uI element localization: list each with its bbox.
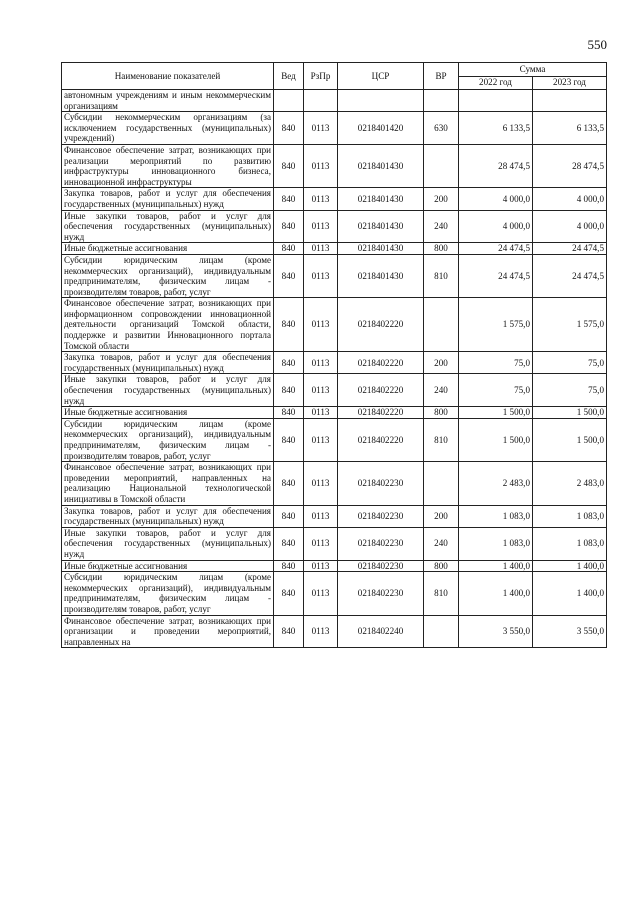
cell-csr: 0218402220 [338,418,424,461]
cell-sum-2023: 75,0 [533,352,607,374]
cell-vr: 240 [424,527,459,560]
cell-rzpr: 0113 [304,572,338,615]
cell-name: Иные закупки товаров, работ и услуг для обеспечения государственных (муниципальных) нужд [62,374,274,407]
table-row [62,374,607,407]
cell-name: автономным учреждениям и иным некоммерческим организациям [62,90,274,112]
table-row [62,560,607,572]
cell-sum-2022: 3 550,0 [459,615,533,648]
cell-rzpr: 0113 [304,254,338,297]
cell-sum-2022: 1 083,0 [459,505,533,527]
cell-rzpr: 0113 [304,374,338,407]
cell-name: Финансовое обеспечение затрат, возникающих при реализации мероприятий по развитию инфраструктуры инновационного бизнеса, инновационной инфраструктуры [62,144,274,187]
cell-vr: 810 [424,254,459,297]
cell-sum-2022: 75,0 [459,352,533,374]
table-row [62,112,607,145]
cell-sum-2023: 1 400,0 [533,572,607,615]
cell-vr: 810 [424,418,459,461]
cell-sum-2022: 28 474,5 [459,144,533,187]
cell-csr: 0218402220 [338,298,424,352]
cell-csr: 0218402220 [338,407,424,419]
cell-sum-2023: 4 000,0 [533,210,607,243]
cell-csr: 0218401420 [338,112,424,145]
cell-ved: 840 [274,615,304,648]
cell-sum-2022: 6 133,5 [459,112,533,145]
table-row [62,418,607,461]
cell-sum-2023: 3 550,0 [533,615,607,648]
cell-rzpr: 0113 [304,407,338,419]
cell-vr: 240 [424,374,459,407]
cell-name: Субсидии некоммерческим организациям (за исключением государственных (муниципальных) учреждений) [62,112,274,145]
cell-csr: 0218402220 [338,374,424,407]
cell-name: Финансовое обеспечение затрат, возникающих при проведении мероприятий, направленных на реализацию Национальной технологической инициативы в Томской области [62,462,274,505]
cell-rzpr: 0113 [304,615,338,648]
header-ved: Вед [274,63,304,90]
cell-sum-2022: 1 400,0 [459,572,533,615]
cell-rzpr: 0113 [304,418,338,461]
cell-rzpr: 0113 [304,210,338,243]
cell-name: Иные закупки товаров, работ и услуг для обеспечения государственных (муниципальных) нужд [62,527,274,560]
cell-sum-2022: 4 000,0 [459,210,533,243]
cell-sum-2023: 28 474,5 [533,144,607,187]
cell-name: Закупка товаров, работ и услуг для обеспечения государственных (муниципальных) нужд [62,188,274,210]
cell-sum-2023: 1 500,0 [533,407,607,419]
cell-name: Финансовое обеспечение затрат, возникающих при организации и проведении мероприятий, направленных на [62,615,274,648]
cell-sum-2022: 1 500,0 [459,418,533,461]
cell-ved: 840 [274,352,304,374]
cell-csr: 0218401430 [338,144,424,187]
cell-csr: 0218401430 [338,188,424,210]
cell-sum-2022: 2 483,0 [459,462,533,505]
cell-sum-2023: 6 133,5 [533,112,607,145]
cell-sum-2023: 1 083,0 [533,527,607,560]
cell-vr: 800 [424,243,459,255]
header-year-2023: 2023 год [533,76,607,90]
header-year-2022: 2022 год [459,76,533,90]
table-header [62,63,607,90]
table-row [62,505,607,527]
cell-rzpr: 0113 [304,352,338,374]
cell-sum-2022: 24 474,5 [459,243,533,255]
cell-name: Субсидии юридическим лицам (кроме некоммерческих организаций), индивидуальным предпринимателям, физическим лицам - производителям товаров, работ, услуг [62,254,274,297]
cell-csr: 0218401430 [338,210,424,243]
cell-sum-2022: 1 083,0 [459,527,533,560]
cell-vr [424,615,459,648]
cell-ved: 840 [274,572,304,615]
cell-csr: 0218402230 [338,527,424,560]
cell-rzpr: 0113 [304,112,338,145]
table-row [62,210,607,243]
cell-ved: 840 [274,527,304,560]
cell-vr: 200 [424,352,459,374]
cell-rzpr: 0113 [304,505,338,527]
cell-sum-2022: 24 474,5 [459,254,533,297]
page-number: 550 [587,37,607,52]
cell-name: Субсидии юридическим лицам (кроме некоммерческих организаций), индивидуальным предпринимателям, физическим лицам - производителям товаров, работ, услуг [62,572,274,615]
table-row [62,352,607,374]
cell-csr: 0218402230 [338,505,424,527]
cell-sum-2023: 1 500,0 [533,418,607,461]
table-row [62,254,607,297]
cell-rzpr: 0113 [304,188,338,210]
header-vr: ВР [424,63,459,90]
cell-sum-2022: 4 000,0 [459,188,533,210]
cell-ved [274,90,304,112]
table-row [62,572,607,615]
cell-sum-2022: 1 400,0 [459,560,533,572]
cell-sum-2022: 1 500,0 [459,407,533,419]
cell-csr: 0218402230 [338,462,424,505]
cell-ved: 840 [274,505,304,527]
cell-sum-2023: 1 575,0 [533,298,607,352]
cell-ved: 840 [274,407,304,419]
cell-vr: 240 [424,210,459,243]
cell-sum-2023: 4 000,0 [533,188,607,210]
cell-rzpr [304,90,338,112]
cell-sum-2023: 1 400,0 [533,560,607,572]
cell-vr [424,144,459,187]
header-csr: ЦСР [338,63,424,90]
cell-ved: 840 [274,254,304,297]
cell-rzpr: 0113 [304,243,338,255]
cell-vr [424,462,459,505]
cell-ved: 840 [274,462,304,505]
cell-sum-2022 [459,90,533,112]
table-row [62,407,607,419]
cell-ved: 840 [274,560,304,572]
cell-name: Иные бюджетные ассигнования [62,243,274,255]
cell-name: Закупка товаров, работ и услуг для обеспечения государственных (муниципальных) нужд [62,352,274,374]
table-row [62,188,607,210]
cell-sum-2023: 24 474,5 [533,254,607,297]
cell-vr [424,90,459,112]
table-row [62,298,607,352]
cell-ved: 840 [274,243,304,255]
cell-csr: 0218401430 [338,243,424,255]
cell-rzpr: 0113 [304,560,338,572]
cell-sum-2023: 75,0 [533,374,607,407]
cell-csr: 0218402240 [338,615,424,648]
cell-vr: 800 [424,560,459,572]
cell-vr: 800 [424,407,459,419]
cell-name: Субсидии юридическим лицам (кроме некоммерческих организаций), индивидуальным предпринимателям, физическим лицам - производителям товаров, работ, услуг [62,418,274,461]
cell-vr [424,298,459,352]
cell-name: Иные закупки товаров, работ и услуг для обеспечения государственных (муниципальных) нужд [62,210,274,243]
cell-vr: 200 [424,188,459,210]
cell-sum-2023: 24 474,5 [533,243,607,255]
cell-csr: 0218402220 [338,352,424,374]
cell-sum-2023: 1 083,0 [533,505,607,527]
cell-sum-2023: 2 483,0 [533,462,607,505]
cell-vr: 630 [424,112,459,145]
cell-sum-2023 [533,90,607,112]
cell-vr: 810 [424,572,459,615]
table-row [62,144,607,187]
cell-name: Иные бюджетные ассигнования [62,407,274,419]
cell-csr: 0218402230 [338,572,424,615]
table-row [62,527,607,560]
budget-table [61,62,607,648]
cell-ved: 840 [274,210,304,243]
table-row [62,243,607,255]
cell-ved: 840 [274,418,304,461]
cell-sum-2022: 75,0 [459,374,533,407]
cell-rzpr: 0113 [304,144,338,187]
cell-csr: 0218402230 [338,560,424,572]
table-row [62,462,607,505]
cell-ved: 840 [274,112,304,145]
cell-vr: 200 [424,505,459,527]
header-rzpr: РзПр [304,63,338,90]
table-row [62,90,607,112]
table-body [62,90,607,648]
cell-name: Закупка товаров, работ и услуг для обеспечения государственных (муниципальных) нужд [62,505,274,527]
cell-sum-2022: 1 575,0 [459,298,533,352]
cell-ved: 840 [274,374,304,407]
cell-rzpr: 0113 [304,462,338,505]
header-sum: Сумма [459,63,607,77]
cell-rzpr: 0113 [304,527,338,560]
cell-ved: 840 [274,298,304,352]
cell-csr: 0218401430 [338,254,424,297]
table-row [62,615,607,648]
cell-ved: 840 [274,144,304,187]
cell-csr [338,90,424,112]
cell-name: Иные бюджетные ассигнования [62,560,274,572]
cell-rzpr: 0113 [304,298,338,352]
cell-ved: 840 [274,188,304,210]
cell-name: Финансовое обеспечение затрат, возникающих при информационном сопровождении инновационной деятельности организаций Томской области, поддержке и развитии Инновационного портала Томской области [62,298,274,352]
header-name: Наименование показателей [62,63,274,90]
